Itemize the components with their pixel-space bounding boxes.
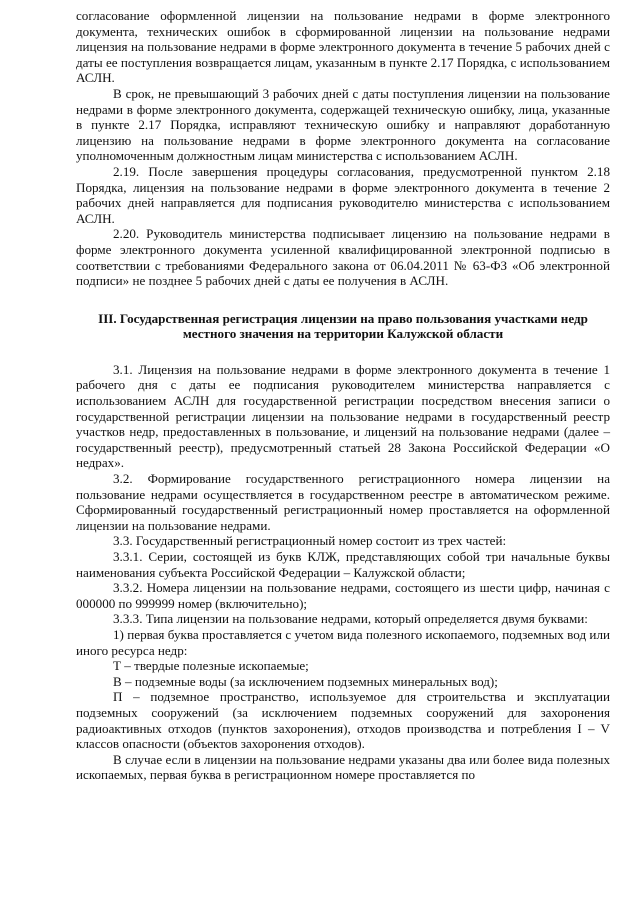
spacer	[76, 342, 610, 362]
paragraph-error-correction: В срок, не превышающий 3 рабочих дней с даты поступления лицензии на пользование недрами в форме электронного документа, содержащей техническую ошибку, лица, указанные в пункте 2.17 Порядка, исправляют техническую ошибку и направляют доработанную лицензию на пользование недрами в форме электронного документа на согласование уполномоченным должностным лицам министерства с использованием АСЛН.	[76, 85, 610, 164]
list-item-v: В – подземные воды (за исключением подземных минеральных вод);	[113, 673, 498, 689]
paragraph-3-1: 3.1. Лицензия на пользование недрами в форме электронного документа в течение 1 рабочего дня с даты ее подписания руководителем министерства направляется с использованием АСЛН для государственной регистрации посредством внесения записи о государственной регистрации лицензии на пользование недрами в государственный реестр участков недр, предоставленных в пользование, и лицензий на пользование недрами (далее – государственный реестр), предусмотренный статьей 28 Закона Российской Федерации «О недрах».	[76, 361, 610, 471]
paragraph-3-3: 3.3. Государственный регистрационный номер состоит из трех частей:	[113, 533, 507, 549]
section-heading-line-1: III. Государственная регистрация лицензии на право пользования участками недр	[98, 310, 588, 326]
list-item-t: Т – твердые полезные ископаемые;	[113, 658, 309, 674]
paragraph-3-3-2: 3.3.2. Номера лицензии на пользование недрами, состоящего из шести цифр, начиная с 000000 по 999999 номер (включительно);	[76, 580, 610, 611]
section-heading-line-2: местного значения на территории Калужской области	[182, 326, 504, 342]
spacer	[76, 289, 610, 311]
paragraph-2-20: 2.20. Руководитель министерства подписывает лицензию на пользование недрами в форме электронного документа усиленной квалифицированной электронной подписью в соответствии с требованиями Федерального закона от 06.04.2011 № 63-ФЗ «Об электронной подписи» не позднее 5 рабочих дней с даты ее получения в АСЛН.	[76, 226, 610, 289]
paragraph-approval-errors: согласование оформленной лицензии на пользование недрами в форме электронного документа, технических ошибок в сформированной лицензии на пользование недрами лицензия на пользование недрами в форме электронного документа в течение 5 рабочих дней с даты ее поступления возвращается лицам, указанным в пункте 2.17 Порядка, с использованием АСЛН.	[76, 8, 610, 86]
section-heading	[76, 311, 610, 342]
paragraph-3-3-1: 3.3.1. Серии, состоящей из букв КЛЖ, представляющих собой три начальные буквы наименования субъекта Российской Федерации – Калужской области;	[76, 549, 610, 580]
list-item-p: П – подземное пространство, используемое для строительства и эксплуатации подземных сооружений (за исключением подземных сооружений для захоронения радиоактивных отходов (пунктов захоронения), отходов производства и потребления I – V классов опасности (объектов захоронения отходов).	[76, 689, 610, 752]
document-page	[76, 8, 610, 783]
paragraph-3-3-3: 3.3.3. Типа лицензии на пользование недрами, который определяется двумя буквами:	[113, 611, 588, 627]
paragraph-2-19: 2.19. После завершения процедуры согласования, предусмотренной пунктом 2.18 Порядка, лицензия на пользование недрами в форме электронного документа в течение 2 рабочих дней направляется для подписания руководителю министерства с использованием АСЛН.	[76, 163, 610, 226]
paragraph-3-2: 3.2. Формирование государственного регистрационного номера лицензии на пользование недрами осуществляется в государственном реестре в автоматическом режиме. Сформированный государственный регистрационный номер проставляется на оформленной лицензии на пользование недрами.	[76, 471, 610, 533]
paragraph-multiple-minerals: В случае если в лицензии на пользование недрами указаны два или более вида полезных ископаемых, первая буква в регистрационном номере проставляется по	[76, 751, 610, 783]
list-item-first-letter: 1) первая буква проставляется с учетом вида полезного ископаемого, подземных вод или иного ресурса недр:	[76, 626, 610, 658]
